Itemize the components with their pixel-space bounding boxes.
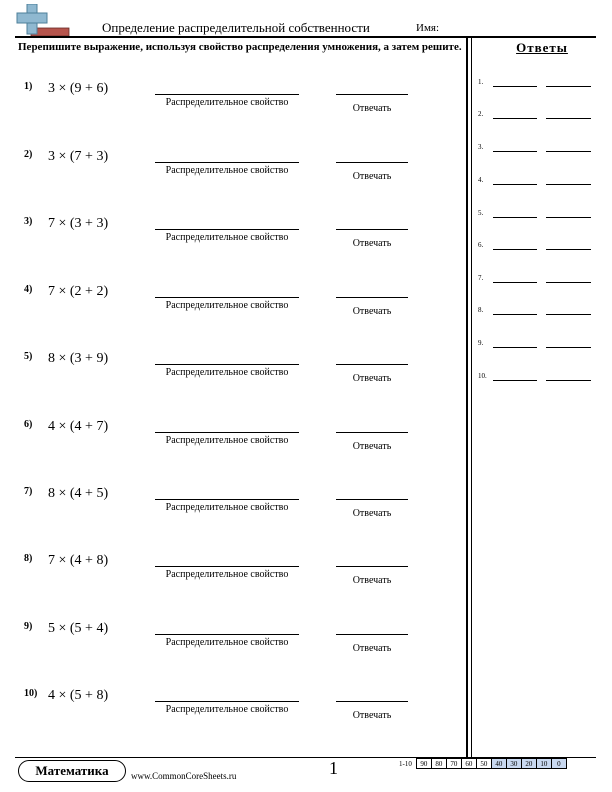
answer-key-number: 3. — [478, 143, 484, 151]
problem-row — [0, 621, 466, 688]
answer-key-line[interactable] — [546, 282, 591, 283]
answer-key-row — [478, 78, 600, 88]
answer-key-number: 7. — [478, 274, 484, 282]
problem-number: 5) — [24, 351, 33, 362]
score-cell: 30 — [506, 759, 521, 769]
problem-expression: 8 × (3 + 9) — [48, 351, 109, 366]
distributive-answer-line[interactable] — [155, 634, 299, 635]
problem-number: 10) — [24, 688, 38, 699]
problem-row — [0, 81, 466, 148]
answer-label: Отвечать — [352, 643, 392, 654]
problem-expression: 7 × (2 + 2) — [48, 284, 109, 299]
answer-key-number: 5. — [478, 209, 484, 217]
distributive-answer-line[interactable] — [155, 566, 299, 567]
problem-expression: 4 × (4 + 7) — [48, 419, 109, 434]
distributive-label: Распределительное свойство — [165, 300, 289, 311]
final-answer-line[interactable] — [336, 499, 408, 500]
distributive-label: Распределительное свойство — [165, 367, 289, 378]
distributive-answer-line[interactable] — [155, 297, 299, 298]
answer-key-number: 2. — [478, 110, 484, 118]
answer-key-line[interactable] — [493, 249, 537, 250]
answer-label: Отвечать — [352, 710, 392, 721]
page-number: 1 — [329, 758, 338, 778]
answer-label: Отвечать — [352, 373, 392, 384]
answer-key-line[interactable] — [493, 347, 537, 348]
answer-key-row — [478, 176, 600, 186]
answer-key-number: 1. — [478, 78, 484, 86]
problem-expression: 7 × (3 + 3) — [48, 216, 109, 231]
answer-key-line[interactable] — [546, 217, 591, 218]
answer-key-number: 8. — [478, 306, 484, 314]
final-answer-line[interactable] — [336, 297, 408, 298]
final-answer-line[interactable] — [336, 229, 408, 230]
answer-label: Отвечать — [352, 171, 392, 182]
answer-key-row — [478, 306, 600, 316]
page-title: Определение распределительной собственности — [102, 20, 370, 35]
answer-label: Отвечать — [352, 238, 392, 249]
problem-row — [0, 419, 466, 486]
final-answer-line[interactable] — [336, 432, 408, 433]
score-cell: 10 — [536, 759, 551, 769]
score-cell: 50 — [476, 759, 491, 769]
problem-number: 8) — [24, 553, 33, 564]
distributive-label: Распределительное свойство — [165, 569, 289, 580]
distributive-label: Распределительное свойство — [165, 165, 289, 176]
distributive-answer-line[interactable] — [155, 94, 299, 95]
answer-label: Отвечать — [352, 306, 392, 317]
brand-badge: Математика — [18, 760, 126, 782]
problem-row — [0, 216, 466, 283]
distributive-answer-line[interactable] — [155, 364, 299, 365]
distributive-label: Распределительное свойство — [165, 435, 289, 446]
score-range: 1-10 — [399, 759, 412, 768]
problem-row — [0, 284, 466, 351]
answer-key-line[interactable] — [493, 151, 537, 152]
answer-key-row — [478, 372, 600, 382]
plus-logo-icon — [15, 4, 70, 36]
problem-expression: 8 × (4 + 5) — [48, 486, 109, 501]
problem-number: 9) — [24, 621, 33, 632]
answer-key-line[interactable] — [546, 118, 591, 119]
problem-number: 2) — [24, 149, 33, 160]
answer-key-line[interactable] — [493, 314, 537, 315]
answer-label: Отвечать — [352, 103, 392, 114]
problem-row — [0, 351, 466, 418]
score-table — [397, 758, 567, 769]
column-divider-thin — [471, 37, 472, 758]
problem-number: 1) — [24, 81, 33, 92]
header-divider — [15, 36, 596, 38]
score-cell: 0 — [551, 759, 566, 769]
problem-expression: 3 × (7 + 3) — [48, 149, 109, 164]
answer-key-line[interactable] — [546, 184, 591, 185]
final-answer-line[interactable] — [336, 162, 408, 163]
answer-label: Отвечать — [352, 441, 392, 452]
problem-number: 3) — [24, 216, 33, 227]
distributive-label: Распределительное свойство — [165, 502, 289, 513]
answer-key-line[interactable] — [546, 347, 591, 348]
answer-key-row — [478, 339, 600, 349]
distributive-label: Распределительное свойство — [165, 97, 289, 108]
answer-key-row — [478, 274, 600, 284]
answer-key-row — [478, 110, 600, 120]
score-cell: 90 — [416, 759, 431, 769]
answer-label: Отвечать — [352, 508, 392, 519]
problem-expression: 4 × (5 + 8) — [48, 688, 109, 703]
answer-label: Отвечать — [352, 575, 392, 586]
distributive-label: Распределительное свойство — [165, 704, 289, 715]
distributive-label: Распределительное свойство — [165, 232, 289, 243]
problem-row — [0, 486, 466, 553]
answer-key-number: 4. — [478, 176, 484, 184]
answer-key-title: Ответы — [516, 40, 568, 55]
column-divider — [466, 37, 468, 758]
answer-key-line[interactable] — [546, 151, 591, 152]
problem-row — [0, 688, 466, 755]
answer-key-line[interactable] — [493, 118, 537, 119]
problem-expression: 3 × (9 + 6) — [48, 81, 109, 96]
answer-key-line[interactable] — [493, 282, 537, 283]
final-answer-line[interactable] — [336, 701, 408, 702]
answer-key-number: 6. — [478, 241, 484, 249]
instructions: Перепишите выражение, используя свойство распределения умножения, а затем решите. — [18, 41, 462, 53]
problem-expression: 5 × (5 + 4) — [48, 621, 109, 636]
answer-key-number: 10. — [478, 372, 487, 380]
distributive-answer-line[interactable] — [155, 432, 299, 433]
answer-key-line[interactable] — [493, 184, 537, 185]
answer-key-line[interactable] — [493, 380, 537, 381]
problem-expression: 7 × (4 + 8) — [48, 553, 109, 568]
final-answer-line[interactable] — [336, 94, 408, 95]
final-answer-line[interactable] — [336, 364, 408, 365]
distributive-answer-line[interactable] — [155, 499, 299, 500]
score-cell: 40 — [491, 759, 506, 769]
problem-row — [0, 553, 466, 620]
distributive-answer-line[interactable] — [155, 162, 299, 163]
answer-key-line[interactable] — [546, 380, 591, 381]
final-answer-line[interactable] — [336, 634, 408, 635]
answer-key-row — [478, 209, 600, 219]
distributive-answer-line[interactable] — [155, 701, 299, 702]
score-cell: 20 — [521, 759, 536, 769]
problem-number: 6) — [24, 419, 33, 430]
problem-number: 4) — [24, 284, 33, 295]
answer-key-line[interactable] — [493, 86, 537, 87]
answer-key-line[interactable] — [546, 86, 591, 87]
distributive-answer-line[interactable] — [155, 229, 299, 230]
score-cell: 70 — [446, 759, 461, 769]
distributive-label: Распределительное свойство — [165, 637, 289, 648]
answer-key-row — [478, 241, 600, 251]
answer-key-line[interactable] — [546, 314, 591, 315]
answer-key-line[interactable] — [493, 217, 537, 218]
site-url: www.CommonCoreSheets.ru — [131, 771, 237, 781]
score-cell: 60 — [461, 759, 476, 769]
final-answer-line[interactable] — [336, 566, 408, 567]
answer-key-row — [478, 143, 600, 153]
answer-key-line[interactable] — [546, 249, 591, 250]
score-cell: 80 — [431, 759, 446, 769]
name-label: Имя: — [416, 22, 440, 34]
answer-key-number: 9. — [478, 339, 484, 347]
problem-row — [0, 149, 466, 216]
problem-number: 7) — [24, 486, 33, 497]
